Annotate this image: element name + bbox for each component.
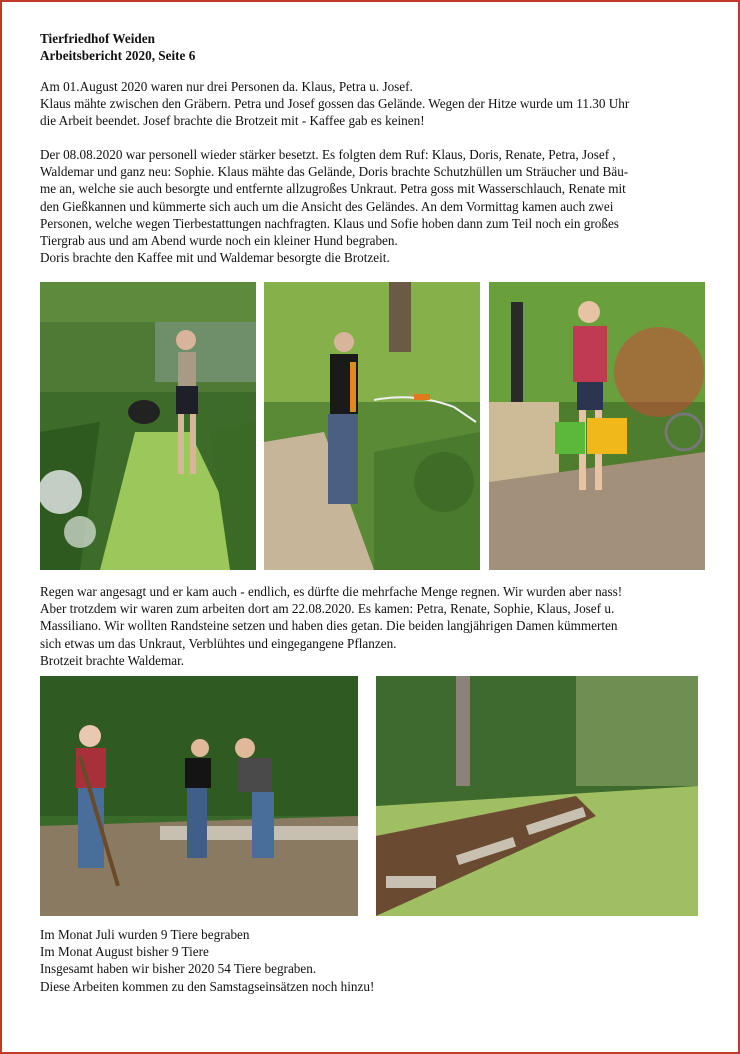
text-line: Klaus mähte zwischen den Gräbern. Petra und Josef gossen das Gelände. Wegen der Hitze wurde um 11.30 Uhr [40,96,630,112]
text-line: Am 01.August 2020 waren nur drei Personen da. Klaus, Petra u. Josef. [40,79,413,94]
text-line: Brotzeit brachte Waldemar. [40,652,185,668]
text-line: Im Monat August bisher 9 Tiere [40,944,209,960]
photo-garden-stone-edging [376,676,698,916]
text-line: Insgesamt haben wir bisher 2020 54 Tiere begraben. [40,961,317,977]
text-line: Personen, welche wegen Tierbestattungen nachfragten. Klaus und Sofie hoben dann zum Teil noch ein großes [40,215,619,231]
report-title [40,30,720,64]
photo-woman-watering-hose [264,282,480,570]
photo-woman-with-watering-cans [489,282,705,570]
text-line: den Gießkannen und kümmerte sich auch um die Ansicht des Geländes. An dem Vormittag kamen auch zwei [40,198,614,214]
text-line: Massiliano. Wir wollten Randsteine setzen und haben dies getan. Die beiden langjährigen Damen kümmerten [40,618,618,634]
photo-men-setting-curbstones [40,676,358,916]
text-line: Aber trotzdem wir waren zum arbeiten dort am 22.08.2020. Es kamen: Petra, Renate, Sophie, Klaus, Josef u. [40,601,615,617]
text-line: Waldemar und ganz neu: Sophie. Klaus mähte das Gelände, Doris brachte Schutzhüllen um Sträucher und Bäu- [40,164,629,180]
text-line: me an, welche sie auch besorgte und entfernte allzugroßes Unkraut. Petra goss mit Wasserschlauch, Renate mit [40,181,626,197]
photo-woman-with-bucket [40,282,256,570]
text-line: Tiergrab aus und am Abend wurde noch ein kleiner Hund begraben. [40,233,398,249]
paragraph-august-01 [40,78,720,130]
paragraph-statistics [40,926,720,995]
title-line-2: Arbeitsbericht 2020, Seite 6 [40,48,196,64]
text-line: Regen war angesagt und er kam auch - endlich, es dürfte die mehrfache Menge regnen. Wir wurden aber nass! [40,584,623,599]
paragraph-august-22 [40,583,720,669]
text-line: Doris brachte den Kaffee mit und Waldemar besorgte die Brotzeit. [40,250,390,266]
title-line-1: Tierfriedhof Weiden [40,31,155,46]
text-line: Im Monat Juli wurden 9 Tiere begraben [40,927,250,942]
text-line: die Arbeit beendet. Josef brachte die Brotzeit mit - Kaffee gab es keinen! [40,113,425,129]
text-line: Diese Arbeiten kommen zu den Samstagseinsätzen noch hinzu! [40,978,375,994]
text-line: sich etwas um das Unkraut, Verblühtes und eingegangene Pflanzen. [40,635,397,651]
text-line: Der 08.08.2020 war personell wieder stärker besetzt. Es folgten dem Ruf: Klaus, Doris, Renate, Petra, Josef , [40,147,616,162]
paragraph-august-08 [40,146,720,266]
